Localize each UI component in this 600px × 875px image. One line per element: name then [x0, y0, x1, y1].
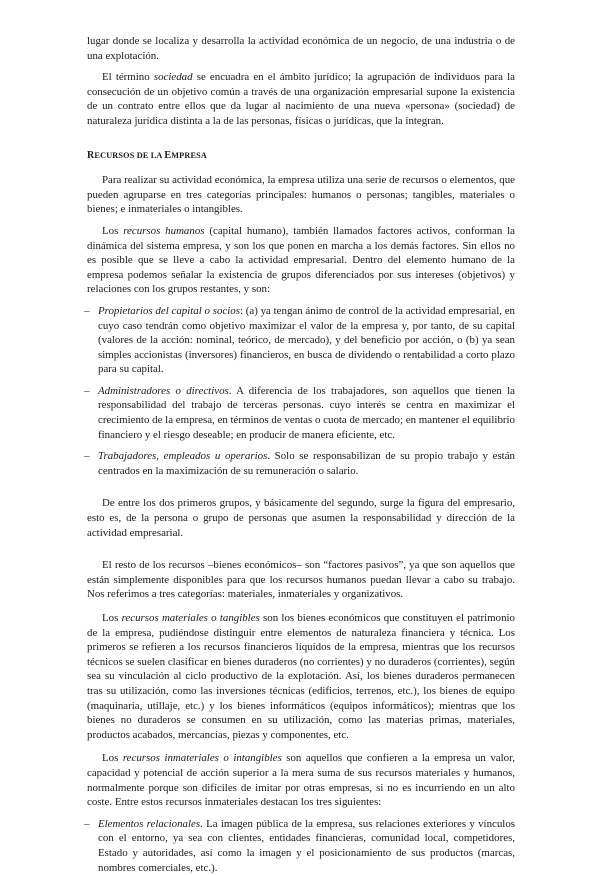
heading-smallcaps: ECURSOS DE LA [94, 150, 165, 160]
list-item-directors [84, 384, 515, 442]
paragraph-human-resources [87, 224, 515, 297]
paragraph-sociedad [87, 70, 515, 128]
paragraph-continuation: lugar donde se localiza y desarrolla la actividad económica de un negocio, de una industria o de una explotación. [87, 35, 515, 62]
text-run: se encuadra en el ámbito jurídico; la agrupación de individuos para la consecución de un objetivo común a través de una organización empresarial supone la existencia de un contrato entre ellos que da lugar al nacimiento de una nueva «persona» (sociedad) de naturaleza jurídica distinta a la de las personas, físicas o jurídicas, que la integran. [87, 71, 516, 127]
dash-marker: – [84, 817, 90, 830]
emphasis: Propietarios del capital o socios [98, 304, 240, 317]
text-run: son los bienes económicos que constituyen el patrimonio de la empresa, pudiéndose distinguir entre elementos de naturaleza financiera y técnica. Los primeros se refieren a los recursos financieros líquidos de la empresa, mientras que los recursos técnicos se suelen clasificar en bienes duraderos (no corrientes) y no duraderos (corrientes), según sea su vinculación al ciclo productivo de la explotación. Así, los bienes duraderos permanecen tras su utilización, como las inversiones técnicas (edificios, terrenos, etc.), los bienes de equipo (maquinaria, utillaje, etc.) y los bienes informáticos (equipos informáticos); mientras que los bienes no duraderos se consumen en su utilización, como las materias primas, materiales, productos acabados, mercancías, piezas y componentes, etc. [87, 612, 516, 741]
list-item-owners [84, 304, 515, 377]
text-run: . Solo se responsabilizan de su propio trabajo y están centrados en la maximización de su remuneración o salario. [98, 450, 515, 477]
list-item-workers [84, 449, 515, 478]
emphasis: recursos humanos [123, 224, 205, 237]
text-run: Los [102, 224, 124, 237]
text-run: Los [102, 612, 122, 624]
list-item-relational [84, 817, 515, 875]
paragraph-intangible-resources [87, 751, 515, 809]
section-heading [87, 149, 515, 164]
paragraph-tangible-resources [87, 611, 515, 742]
heading-smallcaps: MPRESA [171, 150, 207, 160]
emphasis: recursos inmateriales o intangibles [122, 752, 282, 765]
paragraph-intro-resources: Para realizar su actividad económica, la empresa utiliza una serie de recursos o elementos, que pueden agruparse en tres categorías principales: humanos o personas; tangibles, materiales o bienes; e inmateriales o intangibles. [87, 174, 515, 216]
emphasis: Administradores o directivos [98, 384, 229, 397]
paragraph-passive-factors: El resto de los recursos –bienes económicos– son “factores pasivos”, ya que son aquellos que están simplemente disponibles para que los recursos humanos puedan llevar a cabo su trabajo. Nos referimos a tres categorías: materiales, inmateriales y organizativos. [87, 559, 515, 601]
paragraph-entrepreneur: De entre los dos primeros grupos, y básicamente del segundo, surge la figura del empresario, esto es, de la persona o grupo de personas que asumen la responsabilidad y dirección de la actividad empresarial. [87, 497, 515, 539]
text-run: : (a) ya tengan ánimo de control de la actividad empresarial, en cuyo caso tendrán como objetivo maximizar el valor de la empresa y, por tanto, de su capital (valores de la acción: nominal, teórico, de mercado), y del beneficio por acción, o (b) ya sean simples accionistas (inversores) financieros, en busca de dividendo o rentabilidad a corto plazo para su capital. [98, 304, 515, 376]
emphasis: Trabajadores, empleados u operarios [98, 450, 268, 463]
text-run: (capital humano), también llamados factores activos, conforman la dinámica del sistema empresa, y son los que ponen en marcha a los demás factores. Sin ellos no es posible que se lleve a cabo la actividad empresarial. Dentro del elemento humano de la empresa podemos señalar la existencia de grupos diferenciados por sus intereses (objetivos) y relaciones con los grupos restantes, y son: [87, 224, 515, 296]
document-page [84, 34, 516, 875]
emphasis: recursos materiales o tangibles [121, 612, 260, 624]
heading-initial: E [164, 149, 172, 161]
text-run: . La imagen pública de la empresa, sus relaciones exteriores y vínculos con el entorno, ya sea con clientes, entidades financieras, comunidad local, competidores, Estado y autoridades, así como la imagen y el posicionamiento de sus productos (marcas, nombres comerciales, etc.). [98, 817, 515, 874]
emphasis: Elementos relacionales [98, 817, 201, 830]
emphasis: sociedad [153, 71, 193, 84]
text-run: . A diferencia de los trabajadores, son aquellos que tienen la responsabilidad del trabajo de terceras personas. cuyo interés se centra en maximizar el crecimiento de la empresa, en términos de ventas o cuota de mercado; en mantener el equilibrio financiero y el riesgo deseable; en producir de manera eficiente, etc. [98, 384, 515, 441]
text-run: El término [102, 71, 154, 84]
text-run: son aquellos que confieren a la empresa un valor, capacidad y potencial de acción superior a la mera suma de sus recursos materiales y humanos, normalmente porque son difíciles de imitar por otras empresas, si no es incurriendo en un alto coste. Entre estos recursos inmateriales destacan los tres siguientes: [87, 752, 516, 809]
heading-initial: R [87, 149, 95, 161]
text-run: Los [102, 752, 123, 765]
dash-marker: – [84, 384, 90, 397]
dash-marker: – [84, 304, 90, 317]
dash-marker: – [84, 450, 90, 463]
